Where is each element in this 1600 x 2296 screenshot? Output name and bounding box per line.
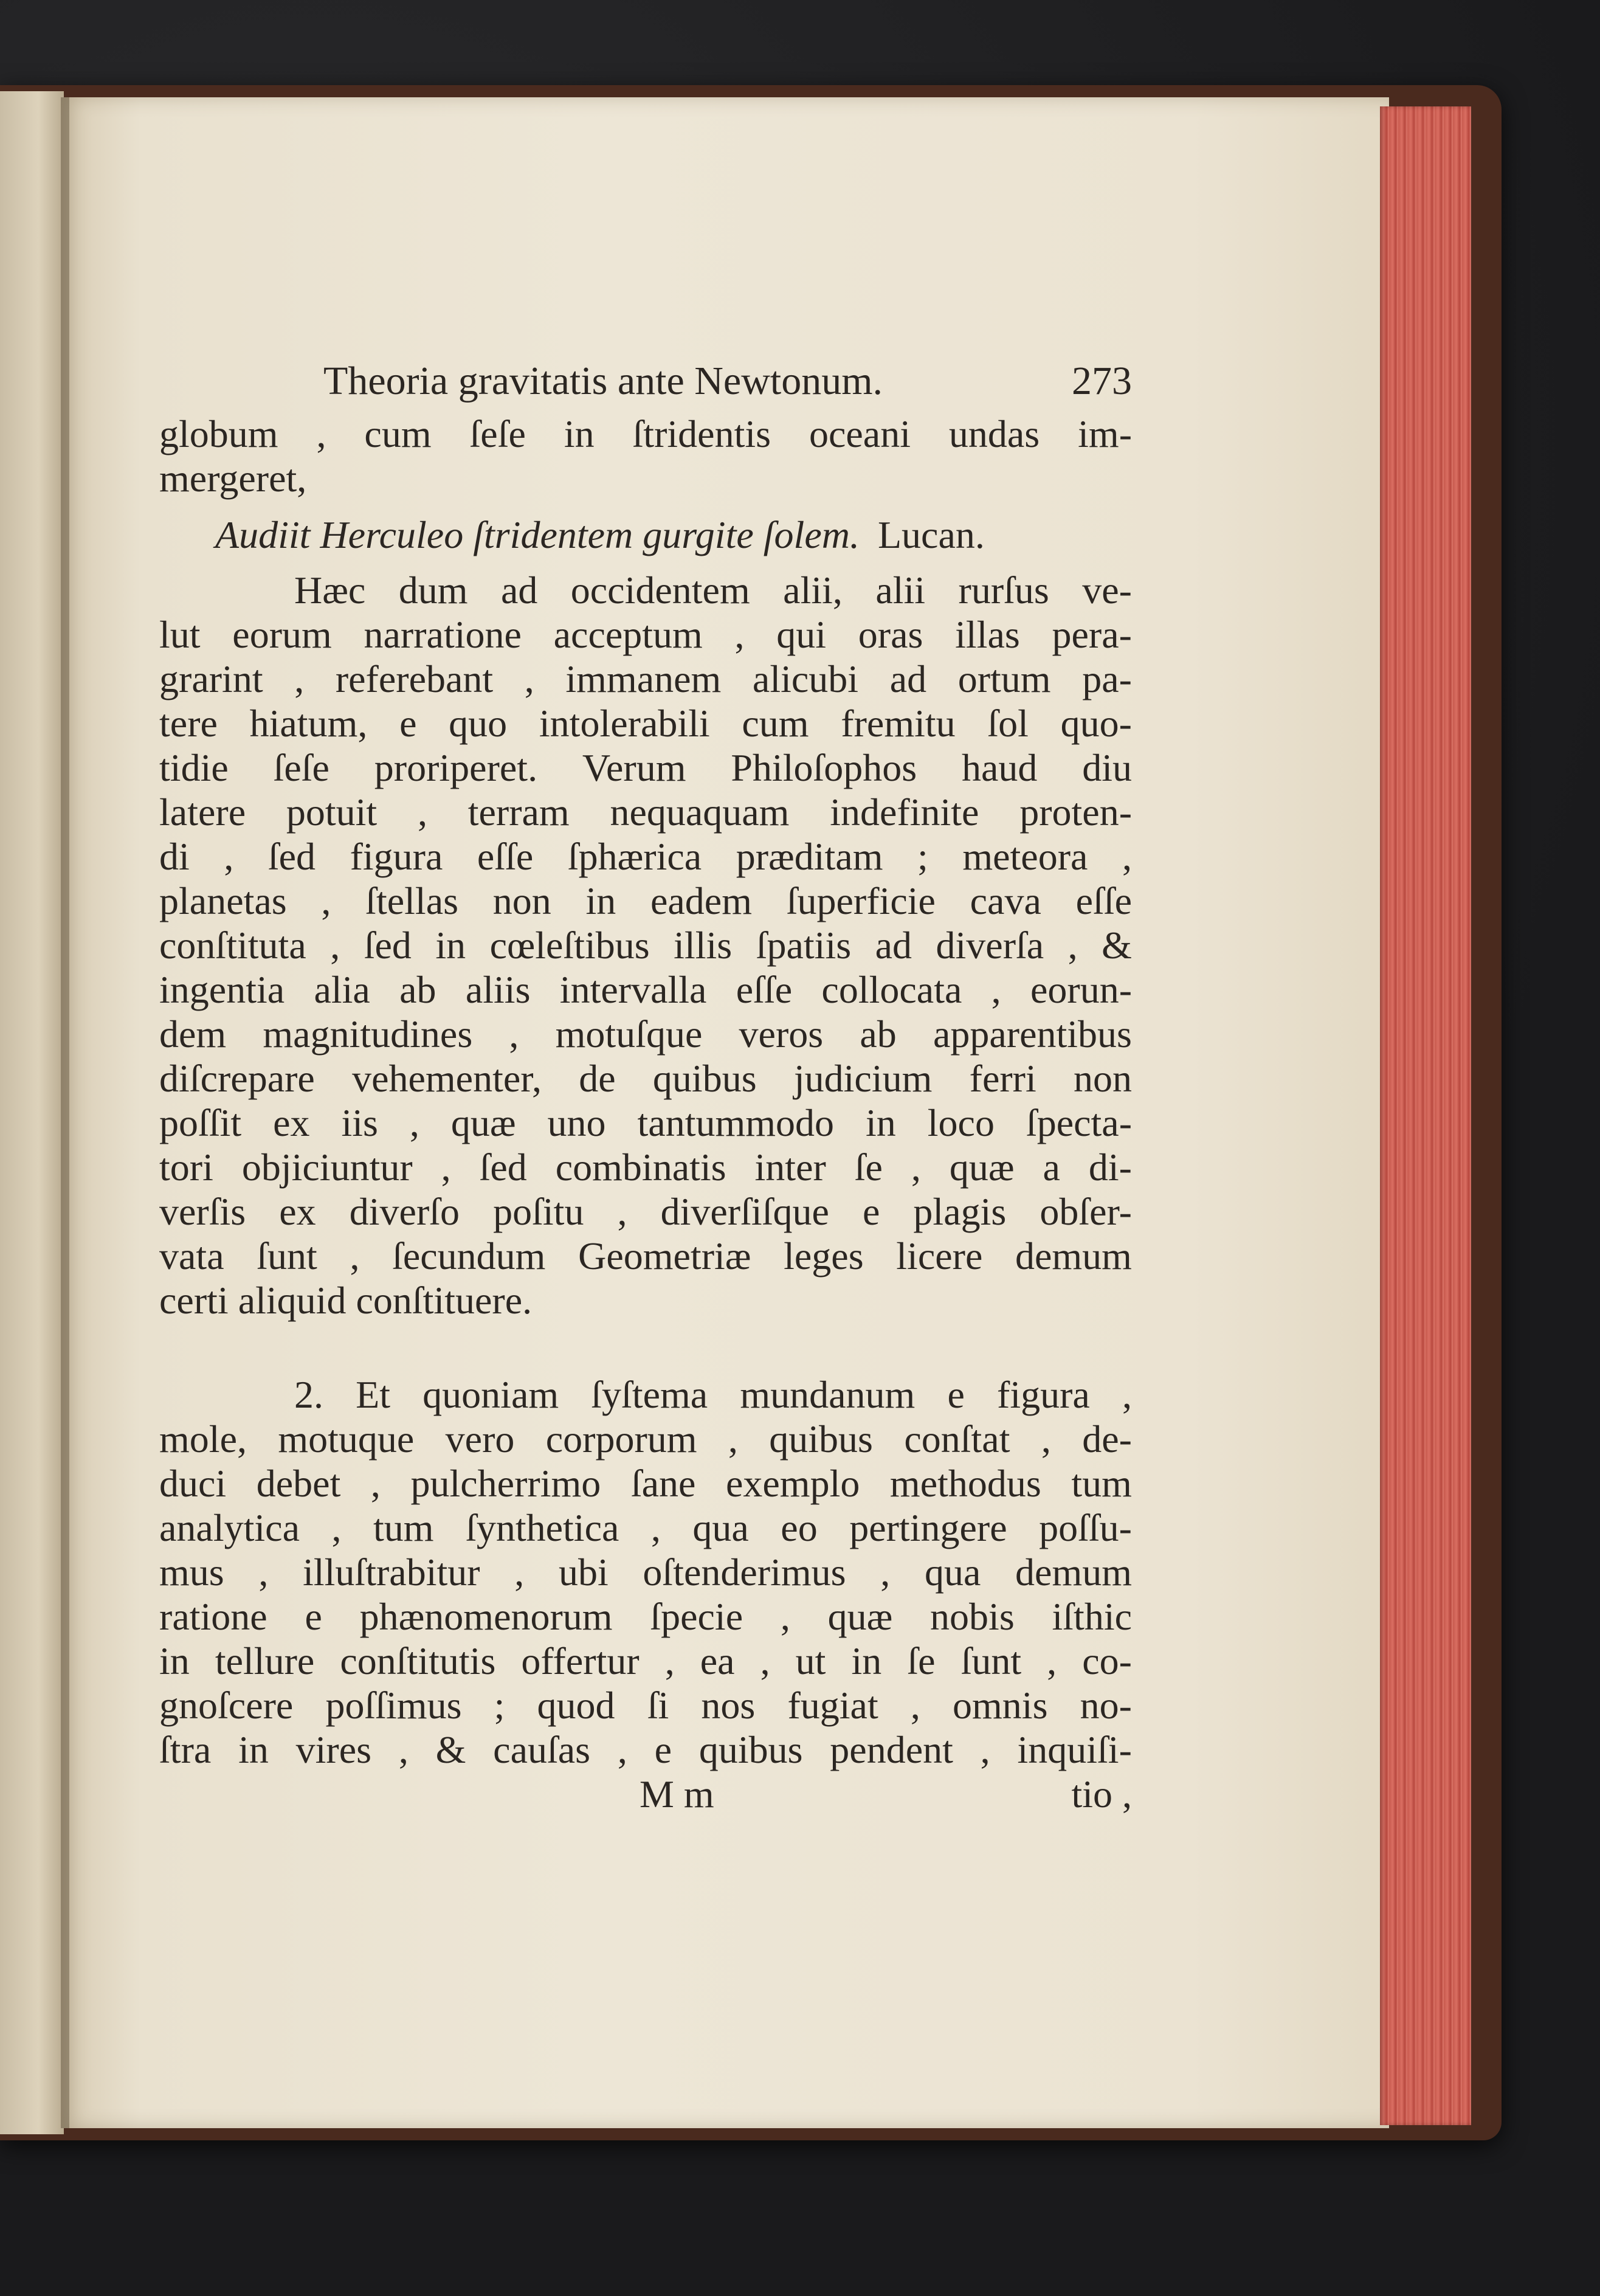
word: , xyxy=(330,924,340,967)
word: & xyxy=(1102,924,1132,967)
word: illis xyxy=(674,924,733,967)
text-line xyxy=(159,1639,1132,1683)
word: , xyxy=(398,1728,409,1771)
word: obſer- xyxy=(1040,1190,1132,1233)
word: ſunt xyxy=(960,1639,1022,1682)
word: alia xyxy=(314,968,370,1011)
paragraph-gap xyxy=(159,1323,1132,1372)
catchword: tio , xyxy=(1071,1772,1132,1816)
word: inter xyxy=(754,1146,826,1189)
page-gutter xyxy=(61,97,69,2128)
word: quo xyxy=(449,702,508,745)
word: in xyxy=(564,412,595,455)
word: ſpecie xyxy=(650,1595,743,1638)
word: oras xyxy=(858,613,923,656)
text-line xyxy=(159,1145,1132,1189)
word: proriperet. xyxy=(374,746,538,789)
word: , xyxy=(1041,1417,1051,1461)
word: e xyxy=(399,702,417,745)
word: latere xyxy=(159,790,246,834)
text-line xyxy=(159,923,1132,967)
word: ſeſe xyxy=(469,412,526,455)
word: e xyxy=(862,1190,880,1233)
text-line xyxy=(159,1506,1132,1550)
word: , xyxy=(911,1146,921,1189)
text-line xyxy=(159,1727,1132,1772)
word: , xyxy=(1122,835,1132,878)
word: ab xyxy=(399,968,436,1011)
word: eo xyxy=(781,1506,818,1549)
verse-quotation xyxy=(159,513,1132,557)
word: ab xyxy=(860,1012,897,1056)
word: ſed xyxy=(267,835,316,878)
word: debet xyxy=(256,1462,341,1505)
word: intolerabili xyxy=(539,702,710,745)
word: , xyxy=(617,1190,627,1233)
word: eſſe xyxy=(1075,879,1132,922)
word: corporum xyxy=(545,1417,697,1461)
text-line xyxy=(159,1056,1132,1101)
word: cum xyxy=(364,412,432,455)
word: ad xyxy=(500,569,538,612)
word: iſthic xyxy=(1052,1595,1132,1638)
word: quæ xyxy=(450,1101,516,1144)
word: tori xyxy=(159,1146,213,1189)
word: nobis xyxy=(930,1595,1015,1638)
word: ſane xyxy=(630,1462,696,1505)
signature-mark: M m xyxy=(640,1772,714,1816)
text-line: certi aliquid conſtituere. xyxy=(159,1279,533,1322)
word: fremitu xyxy=(841,702,956,745)
word: referebant xyxy=(335,657,494,700)
word: diverſiſque xyxy=(660,1190,829,1233)
quotation-text: Audiit Herculeo ſtridentem gurgite ſolem. xyxy=(215,513,860,556)
word: magnitudines xyxy=(263,1012,473,1056)
word: quibus xyxy=(698,1728,803,1771)
word: vires xyxy=(295,1728,372,1771)
word: alicubi xyxy=(752,657,859,700)
word: quibus xyxy=(652,1057,757,1100)
word: , xyxy=(409,1101,419,1144)
word: cava xyxy=(970,879,1041,922)
word: , xyxy=(760,1639,770,1682)
word: terram xyxy=(467,790,570,834)
word: de- xyxy=(1082,1417,1132,1461)
word: ſed xyxy=(479,1146,527,1189)
word: loco xyxy=(927,1101,995,1144)
word: , xyxy=(224,835,234,878)
word: cum xyxy=(742,702,809,745)
word: gnoſcere xyxy=(159,1684,294,1727)
word: ingentia xyxy=(159,968,285,1011)
word: ſe xyxy=(907,1639,936,1682)
page-number: 273 xyxy=(1072,359,1132,403)
word: de xyxy=(579,1057,616,1100)
word: exemplo xyxy=(725,1462,860,1505)
word: , xyxy=(258,1551,269,1594)
text-line xyxy=(159,1234,1132,1278)
word: inquiſi- xyxy=(1017,1728,1132,1771)
word: ea xyxy=(700,1639,735,1682)
word: tere xyxy=(159,702,218,745)
word: nequaquam xyxy=(610,790,790,834)
word: ſphærica xyxy=(567,835,702,878)
word: analytica xyxy=(159,1506,300,1549)
word: Geometriæ xyxy=(578,1234,751,1278)
word: ſynthetica xyxy=(466,1506,619,1549)
word: oceani xyxy=(809,412,911,455)
word: ſtridentis xyxy=(632,412,771,455)
word: , xyxy=(294,657,305,700)
word: objiciuntur xyxy=(241,1146,413,1189)
word: occidentem xyxy=(570,569,750,612)
word: eadem xyxy=(650,879,752,922)
word: methodus xyxy=(889,1462,1041,1505)
word: di xyxy=(159,835,190,878)
word: tantummodo xyxy=(637,1101,835,1144)
word: ubi xyxy=(558,1551,609,1594)
text-line xyxy=(159,1012,1132,1056)
word: a xyxy=(1043,1146,1060,1189)
word: plagis xyxy=(913,1190,1007,1233)
quotation-source: Lucan. xyxy=(877,513,985,556)
word: quæ xyxy=(827,1595,893,1638)
word: , xyxy=(980,1728,990,1771)
word: demum xyxy=(1015,1551,1132,1594)
text-line xyxy=(159,412,1132,456)
word: , xyxy=(650,1506,661,1549)
text-line: mergeret, xyxy=(159,457,307,500)
word: , xyxy=(316,412,326,455)
word: conſtituta xyxy=(159,924,306,967)
word: ſed xyxy=(364,924,412,967)
running-head xyxy=(323,359,1132,403)
word: collocata xyxy=(821,968,962,1011)
left-facing-page xyxy=(0,91,64,2134)
word: illuſtrabitur xyxy=(303,1551,480,1594)
word: , xyxy=(509,1012,519,1056)
word: immanem xyxy=(565,657,722,700)
word: diu xyxy=(1082,746,1132,789)
word: di- xyxy=(1088,1146,1132,1189)
word: eſſe xyxy=(736,968,793,1011)
word: , xyxy=(664,1639,675,1682)
text-line xyxy=(159,657,1132,701)
word: Hæc xyxy=(294,569,366,612)
word: uno xyxy=(547,1101,606,1144)
word: , xyxy=(417,790,427,834)
word: cœleſtibus xyxy=(489,924,650,967)
word: , xyxy=(1047,1639,1057,1682)
word: ſi xyxy=(647,1684,669,1727)
word: no- xyxy=(1080,1684,1132,1727)
word: eorum xyxy=(232,613,332,656)
word: leges xyxy=(784,1234,864,1278)
word: , xyxy=(370,1462,381,1505)
word: poſſit xyxy=(159,1101,242,1144)
word: quæ xyxy=(949,1146,1015,1189)
word: in xyxy=(866,1101,896,1144)
word: ut xyxy=(795,1639,826,1682)
word: , xyxy=(524,657,534,700)
word: poſſu- xyxy=(1039,1506,1132,1549)
word: , xyxy=(880,1551,891,1594)
word: co- xyxy=(1082,1639,1132,1682)
word: præditam xyxy=(736,835,883,878)
word: haud xyxy=(961,746,1038,789)
word: dum xyxy=(398,569,468,612)
text-line xyxy=(159,1683,1132,1727)
word: dem xyxy=(159,1012,227,1056)
word: mole, xyxy=(159,1417,247,1461)
word: fugiat xyxy=(787,1684,878,1727)
word: qua xyxy=(692,1506,749,1549)
word: ſecundum xyxy=(392,1234,546,1278)
word: alii, xyxy=(783,569,843,612)
word: pa- xyxy=(1082,657,1132,700)
word: quo- xyxy=(1060,702,1132,745)
word: , xyxy=(321,879,331,922)
text-line xyxy=(159,745,1132,790)
word: pertingere xyxy=(849,1506,1007,1549)
word: omnis xyxy=(953,1684,1048,1727)
word: poſitu xyxy=(493,1190,584,1233)
word: ſuperficie xyxy=(786,879,936,922)
running-head-title: Theoria gravitatis ante Newtonum. xyxy=(323,359,883,403)
word: demum xyxy=(1015,1234,1132,1278)
word: indefinite xyxy=(830,790,979,834)
text-line xyxy=(159,790,1132,834)
word: rurſus xyxy=(958,569,1049,612)
word: ſyſtema xyxy=(591,1373,708,1416)
word: non xyxy=(492,879,551,922)
word: mundanum xyxy=(740,1373,916,1416)
word: intervalla xyxy=(559,968,707,1011)
word: tidie xyxy=(159,746,229,789)
word: conſtat xyxy=(904,1417,1010,1461)
word: planetas xyxy=(159,879,287,922)
word: undas xyxy=(948,412,1040,455)
word: ve- xyxy=(1082,569,1132,612)
text-line xyxy=(159,1594,1132,1639)
word: duci xyxy=(159,1462,227,1505)
text-line xyxy=(159,1372,1132,1417)
word: Philoſophos xyxy=(731,746,917,789)
word: tum xyxy=(373,1506,434,1549)
word: , xyxy=(910,1684,920,1727)
text-line xyxy=(159,1101,1132,1145)
text-line xyxy=(159,834,1132,879)
word: im- xyxy=(1078,412,1132,455)
word: grarint xyxy=(159,657,263,700)
word: diverſa xyxy=(936,924,1044,967)
word: , xyxy=(734,613,745,656)
word: eorun- xyxy=(1030,968,1132,1011)
word: iis xyxy=(341,1101,378,1144)
text-line xyxy=(159,879,1132,923)
text-line xyxy=(159,701,1132,745)
word: pendent xyxy=(830,1728,953,1771)
word: apparentibus xyxy=(933,1012,1132,1056)
text-line xyxy=(159,967,1132,1012)
word: ad xyxy=(875,924,912,967)
word: , xyxy=(728,1417,738,1461)
word: ſtellas xyxy=(365,879,458,922)
word: ſol xyxy=(987,702,1029,745)
word: ſpecta- xyxy=(1026,1101,1132,1144)
word: quibus xyxy=(769,1417,873,1461)
word: 2. xyxy=(294,1373,323,1416)
word: cauſas xyxy=(493,1728,591,1771)
text-line xyxy=(159,612,1132,657)
word: ſtra xyxy=(159,1728,212,1771)
word: ex xyxy=(279,1190,316,1233)
word: diſcrepare xyxy=(159,1057,315,1100)
word: ad xyxy=(889,657,927,700)
word: ſe xyxy=(854,1146,883,1189)
word: aliis xyxy=(465,968,531,1011)
page-footer xyxy=(159,1772,1132,1816)
text-line xyxy=(159,1550,1132,1594)
word: vehementer, xyxy=(352,1057,542,1100)
word: lut xyxy=(159,613,201,656)
text-line xyxy=(159,1189,1132,1234)
word: potuit xyxy=(286,790,378,834)
word: Et xyxy=(356,1373,391,1416)
red-page-edges xyxy=(1380,106,1471,2125)
word: mus xyxy=(159,1551,224,1594)
word: in xyxy=(435,924,466,967)
word: , xyxy=(991,968,1001,1011)
word: , xyxy=(350,1234,360,1278)
word: ex xyxy=(273,1101,310,1144)
word: proten- xyxy=(1019,790,1132,834)
word: judicium xyxy=(793,1057,933,1100)
text-line xyxy=(159,568,1132,612)
word: , xyxy=(514,1551,525,1594)
word: phænomenorum xyxy=(359,1595,613,1638)
word: pera- xyxy=(1052,613,1132,656)
word: qui xyxy=(776,613,827,656)
word: qua xyxy=(924,1551,981,1594)
word: conſtitutis xyxy=(340,1639,496,1682)
word: , xyxy=(780,1595,790,1638)
word: in xyxy=(238,1728,269,1771)
word: ; xyxy=(917,835,928,878)
page-text xyxy=(159,359,1132,1816)
word: motuſque xyxy=(555,1012,703,1056)
word: Verum xyxy=(582,746,686,789)
word: oſtenderimus xyxy=(643,1551,846,1594)
word: quod xyxy=(537,1684,615,1727)
word: quoniam xyxy=(422,1373,559,1416)
word: alii xyxy=(875,569,926,612)
word: motuque xyxy=(278,1417,415,1461)
word: & xyxy=(435,1728,466,1771)
word: acceptum xyxy=(553,613,703,656)
word: ortum xyxy=(957,657,1051,700)
word: figura xyxy=(350,835,443,878)
word: poſſimus xyxy=(325,1684,462,1727)
word: veros xyxy=(739,1012,824,1056)
word: , xyxy=(1067,924,1078,967)
word: ſeſe xyxy=(273,746,329,789)
word: pulcherrimo xyxy=(410,1462,601,1505)
word: ſpatiis xyxy=(756,924,852,967)
word: narratione xyxy=(364,613,522,656)
word: eſſe xyxy=(477,835,534,878)
word: globum xyxy=(159,412,278,455)
word: tum xyxy=(1071,1462,1132,1505)
word: in xyxy=(159,1639,190,1682)
word: combinatis xyxy=(555,1146,726,1189)
word: ; xyxy=(494,1684,505,1727)
text-line xyxy=(159,1461,1132,1506)
word: vero xyxy=(445,1417,515,1461)
word: figura xyxy=(997,1373,1090,1416)
word: , xyxy=(441,1146,451,1189)
word: offertur xyxy=(521,1639,640,1682)
word: , xyxy=(331,1506,342,1549)
word: e xyxy=(654,1728,672,1771)
text-line xyxy=(159,1417,1132,1461)
word: , xyxy=(1122,1373,1132,1416)
word: e xyxy=(305,1595,322,1638)
word: licere xyxy=(896,1234,983,1278)
word: e xyxy=(947,1373,965,1416)
word: non xyxy=(1074,1057,1132,1100)
word: vata xyxy=(159,1234,224,1278)
word: in xyxy=(585,879,616,922)
word: , xyxy=(617,1728,627,1771)
word: ferri xyxy=(969,1057,1036,1100)
word: diverſo xyxy=(349,1190,460,1233)
word: hiatum, xyxy=(249,702,368,745)
word: nos xyxy=(701,1684,756,1727)
word: tellure xyxy=(215,1639,315,1682)
word: ratione xyxy=(159,1595,267,1638)
word: verſis xyxy=(159,1190,246,1233)
word: illas xyxy=(955,613,1020,656)
word: meteora xyxy=(962,835,1088,878)
word: ſunt xyxy=(257,1234,317,1278)
word: in xyxy=(851,1639,882,1682)
